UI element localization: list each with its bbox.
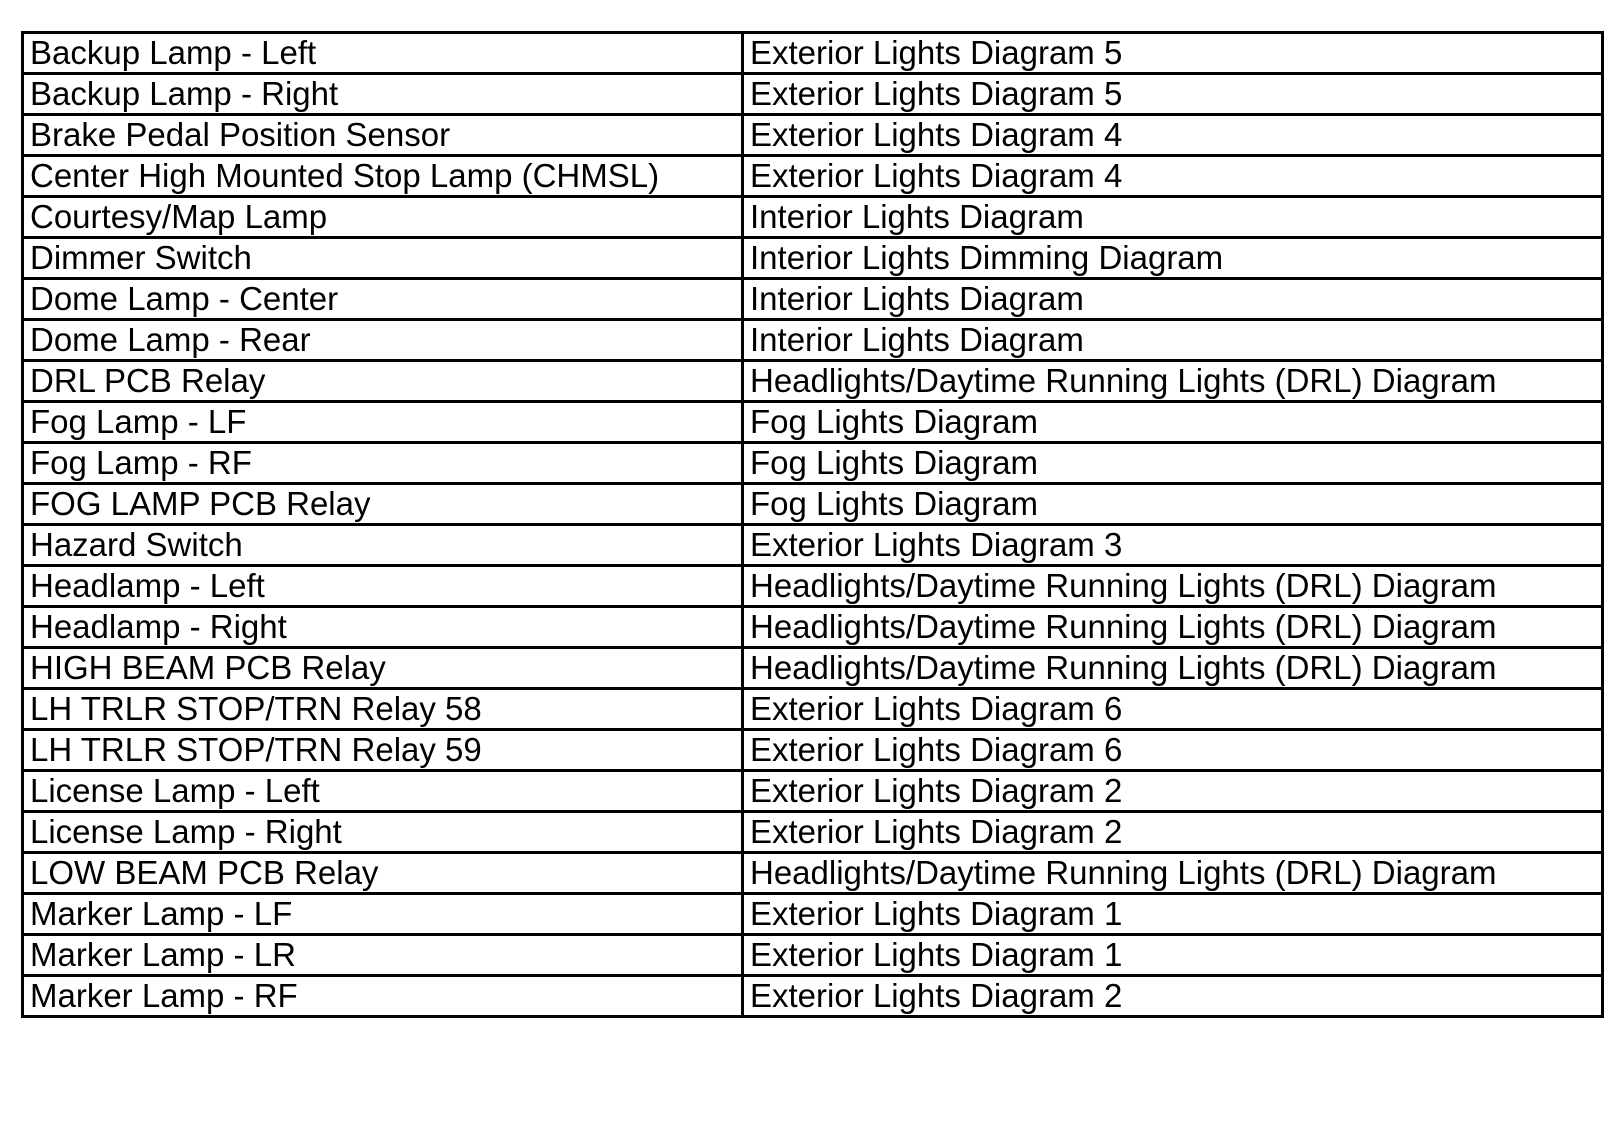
diagram-location-cell: Exterior Lights Diagram 5 bbox=[743, 74, 1603, 115]
component-name-cell: Marker Lamp - RF bbox=[23, 976, 743, 1017]
diagram-location-cell: Exterior Lights Diagram 2 bbox=[743, 771, 1603, 812]
diagram-location-cell: Headlights/Daytime Running Lights (DRL) Diagram bbox=[743, 566, 1603, 607]
component-name-cell: Backup Lamp - Left bbox=[23, 33, 743, 74]
component-name-cell: Dome Lamp - Center bbox=[23, 279, 743, 320]
diagram-location-cell: Exterior Lights Diagram 4 bbox=[743, 156, 1603, 197]
table-row bbox=[23, 771, 1603, 812]
table-row bbox=[23, 812, 1603, 853]
table-row bbox=[23, 689, 1603, 730]
diagram-location-cell: Exterior Lights Diagram 6 bbox=[743, 730, 1603, 771]
diagram-location-cell: Fog Lights Diagram bbox=[743, 484, 1603, 525]
component-name-cell: FOG LAMP PCB Relay bbox=[23, 484, 743, 525]
diagram-location-cell: Interior Lights Diagram bbox=[743, 197, 1603, 238]
component-name-cell: License Lamp - Left bbox=[23, 771, 743, 812]
component-name-cell: Brake Pedal Position Sensor bbox=[23, 115, 743, 156]
component-name-cell: Dome Lamp - Rear bbox=[23, 320, 743, 361]
table-row bbox=[23, 566, 1603, 607]
component-name-cell: Headlamp - Right bbox=[23, 607, 743, 648]
table-row bbox=[23, 730, 1603, 771]
diagram-location-cell: Exterior Lights Diagram 1 bbox=[743, 894, 1603, 935]
component-name-cell: License Lamp - Right bbox=[23, 812, 743, 853]
component-name-cell: Center High Mounted Stop Lamp (CHMSL) bbox=[23, 156, 743, 197]
diagram-location-cell: Exterior Lights Diagram 6 bbox=[743, 689, 1603, 730]
component-name-cell: Marker Lamp - LR bbox=[23, 935, 743, 976]
diagram-location-cell: Interior Lights Dimming Diagram bbox=[743, 238, 1603, 279]
component-locator-table-container bbox=[21, 31, 1601, 1018]
diagram-location-cell: Exterior Lights Diagram 2 bbox=[743, 812, 1603, 853]
diagram-location-cell: Headlights/Daytime Running Lights (DRL) Diagram bbox=[743, 648, 1603, 689]
table-row bbox=[23, 74, 1603, 115]
diagram-location-cell: Interior Lights Diagram bbox=[743, 279, 1603, 320]
table-row bbox=[23, 935, 1603, 976]
table-row bbox=[23, 976, 1603, 1017]
diagram-location-cell: Headlights/Daytime Running Lights (DRL) Diagram bbox=[743, 361, 1603, 402]
diagram-location-cell: Fog Lights Diagram bbox=[743, 402, 1603, 443]
table-row bbox=[23, 853, 1603, 894]
table-row bbox=[23, 33, 1603, 74]
component-name-cell: Fog Lamp - LF bbox=[23, 402, 743, 443]
component-name-cell: Marker Lamp - LF bbox=[23, 894, 743, 935]
component-name-cell: LH TRLR STOP/TRN Relay 59 bbox=[23, 730, 743, 771]
diagram-location-cell: Fog Lights Diagram bbox=[743, 443, 1603, 484]
component-name-cell: LH TRLR STOP/TRN Relay 58 bbox=[23, 689, 743, 730]
diagram-location-cell: Headlights/Daytime Running Lights (DRL) Diagram bbox=[743, 607, 1603, 648]
table-row bbox=[23, 238, 1603, 279]
component-name-cell: Dimmer Switch bbox=[23, 238, 743, 279]
table-body bbox=[23, 33, 1603, 1017]
diagram-location-cell: Exterior Lights Diagram 5 bbox=[743, 33, 1603, 74]
table-row bbox=[23, 607, 1603, 648]
table-row bbox=[23, 484, 1603, 525]
component-name-cell: DRL PCB Relay bbox=[23, 361, 743, 402]
diagram-location-cell: Exterior Lights Diagram 3 bbox=[743, 525, 1603, 566]
table-row bbox=[23, 320, 1603, 361]
table-row bbox=[23, 894, 1603, 935]
component-name-cell: Courtesy/Map Lamp bbox=[23, 197, 743, 238]
table-row bbox=[23, 648, 1603, 689]
diagram-location-cell: Interior Lights Diagram bbox=[743, 320, 1603, 361]
component-name-cell: Headlamp - Left bbox=[23, 566, 743, 607]
table-row bbox=[23, 525, 1603, 566]
component-name-cell: Hazard Switch bbox=[23, 525, 743, 566]
table-row bbox=[23, 197, 1603, 238]
component-name-cell: Backup Lamp - Right bbox=[23, 74, 743, 115]
component-name-cell: Fog Lamp - RF bbox=[23, 443, 743, 484]
component-locator-table bbox=[21, 31, 1604, 1018]
component-name-cell: HIGH BEAM PCB Relay bbox=[23, 648, 743, 689]
table-row bbox=[23, 279, 1603, 320]
diagram-location-cell: Exterior Lights Diagram 2 bbox=[743, 976, 1603, 1017]
diagram-location-cell: Headlights/Daytime Running Lights (DRL) Diagram bbox=[743, 853, 1603, 894]
table-row bbox=[23, 443, 1603, 484]
diagram-location-cell: Exterior Lights Diagram 1 bbox=[743, 935, 1603, 976]
diagram-location-cell: Exterior Lights Diagram 4 bbox=[743, 115, 1603, 156]
table-row bbox=[23, 361, 1603, 402]
table-row bbox=[23, 115, 1603, 156]
component-name-cell: LOW BEAM PCB Relay bbox=[23, 853, 743, 894]
table-row bbox=[23, 402, 1603, 443]
table-row bbox=[23, 156, 1603, 197]
